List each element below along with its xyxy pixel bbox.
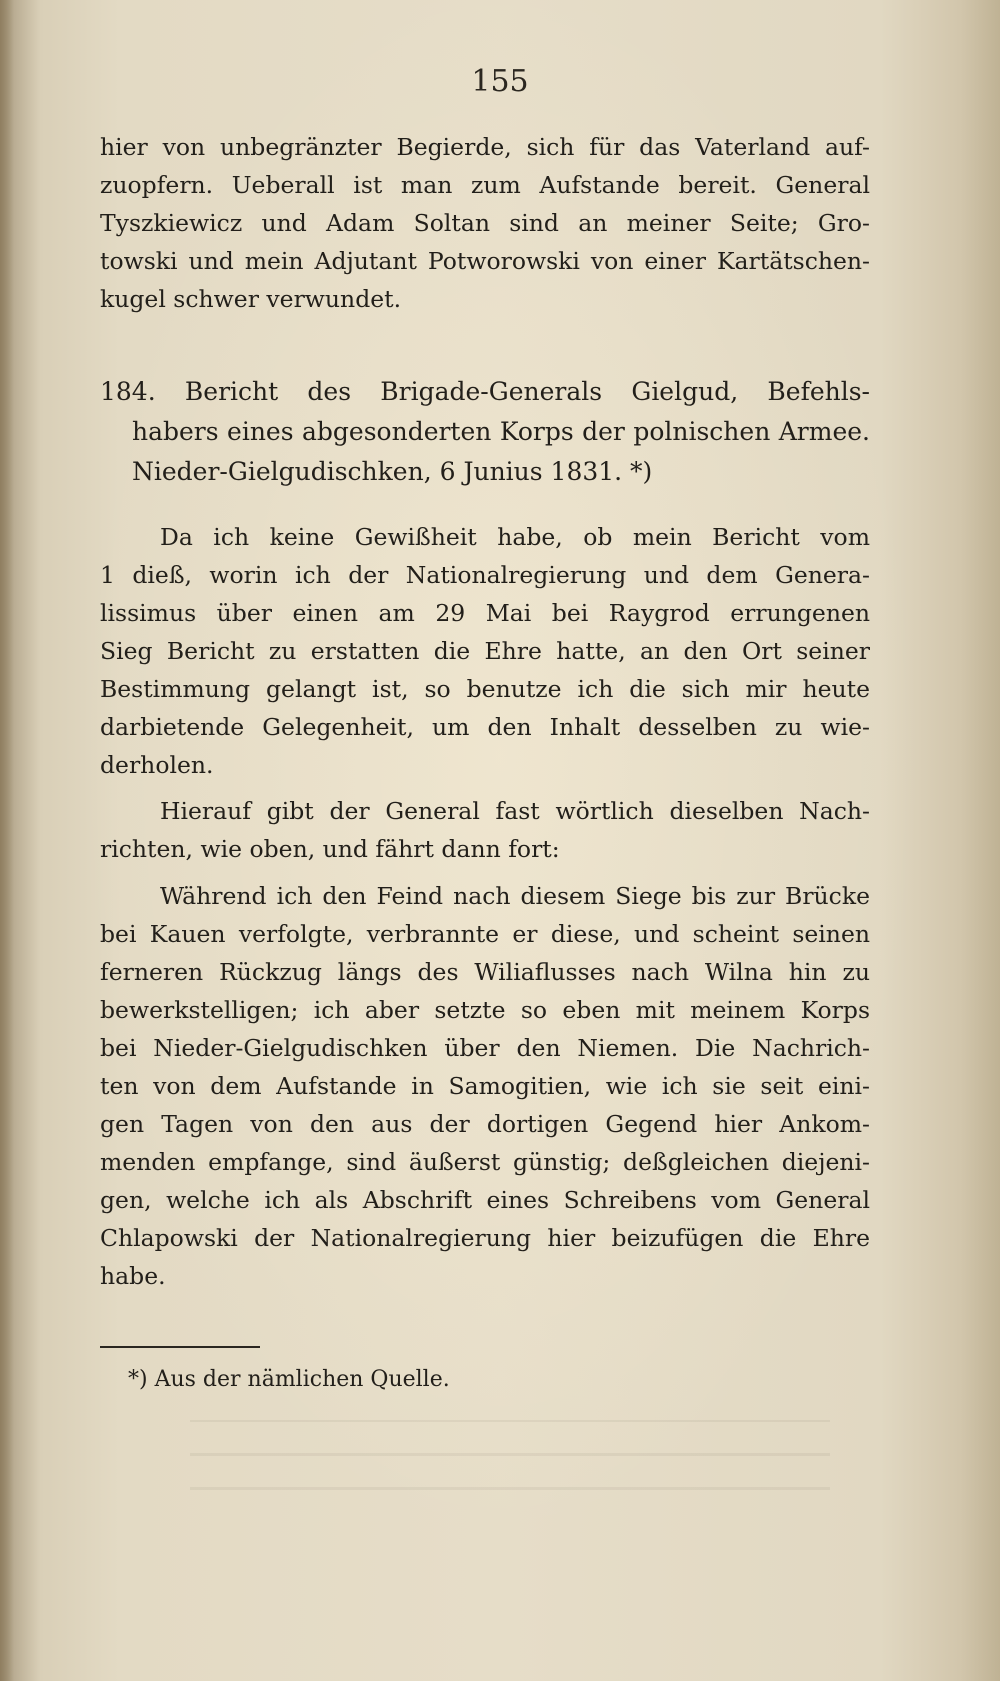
text-line: Chlapowski der Nationalregierung hier beizufügen die Ehre <box>100 1224 870 1252</box>
text-line: gen, welche ich als Abschrift eines Schreibens vom General <box>100 1186 870 1214</box>
page-edge-shadow <box>0 0 14 1681</box>
heading-line: 184. Bericht des Brigade-Generals Gielgud, Befehls- <box>100 377 870 406</box>
text-line: hier von unbegränzter Begierde, sich für das Vaterland auf- <box>100 133 870 161</box>
heading-line: Nieder-Gielgudischken, 6 Junius 1831. *) <box>132 457 653 486</box>
text-line: gen Tagen von den aus der dortigen Gegend hier Ankom- <box>100 1110 870 1138</box>
text-line: zuopfern. Ueberall ist man zum Aufstande bereit. General <box>100 171 870 199</box>
text-line: towski und mein Adjutant Potworowski von einer Kartätschen- <box>100 247 870 275</box>
text-line: derholen. <box>100 751 214 779</box>
text-line: ferneren Rückzug längs des Wiliaflusses nach Wilna hin zu <box>100 958 870 986</box>
text-line: bei Kauen verfolgte, verbrannte er diese, und scheint seinen <box>100 920 870 948</box>
text-line: kugel schwer verwundet. <box>100 285 402 313</box>
footnote: *) Aus der nämlichen Quelle. <box>128 1367 450 1392</box>
text-line: 1 dieß, worin ich der Nationalregierung und dem Genera- <box>100 561 870 589</box>
heading-line: habers eines abgesonderten Korps der polnischen Armee. <box>132 417 870 446</box>
text-line: Hierauf gibt der General fast wörtlich dieselben Nach- <box>160 797 870 825</box>
text-line: Bestimmung gelangt ist, so benutze ich die sich mir heute <box>100 675 870 703</box>
text-line: richten, wie oben, und fährt dann fort: <box>100 835 560 863</box>
text-line: habe. <box>100 1262 166 1290</box>
text-line: Da ich keine Gewißheit habe, ob mein Bericht vom <box>160 523 870 551</box>
text-line: bewerkstelligen; ich aber setzte so eben mit meinem Korps <box>100 996 870 1024</box>
text-line: ten von dem Aufstande in Samogitien, wie ich sie seit eini- <box>100 1072 870 1100</box>
bleed-through-shadow <box>190 1420 830 1490</box>
text-line: darbietende Gelegenheit, um den Inhalt desselben zu wie- <box>100 713 870 741</box>
text-line: lissimus über einen am 29 Mai bei Raygrod errungenen <box>100 599 870 627</box>
text-line: bei Nieder-Gielgudischken über den Niemen. Die Nachrich- <box>100 1034 870 1062</box>
text-line: menden empfange, sind äußerst günstig; deßgleichen diejeni- <box>100 1148 870 1176</box>
page-number: 155 <box>471 64 529 99</box>
text-line: Sieg Bericht zu erstatten die Ehre hatte, an den Ort seiner <box>100 637 870 665</box>
footnote-divider <box>100 1346 260 1348</box>
text-line: Tyszkiewicz und Adam Soltan sind an meiner Seite; Gro- <box>100 209 870 237</box>
text-line: Während ich den Feind nach diesem Siege bis zur Brücke <box>160 882 870 910</box>
